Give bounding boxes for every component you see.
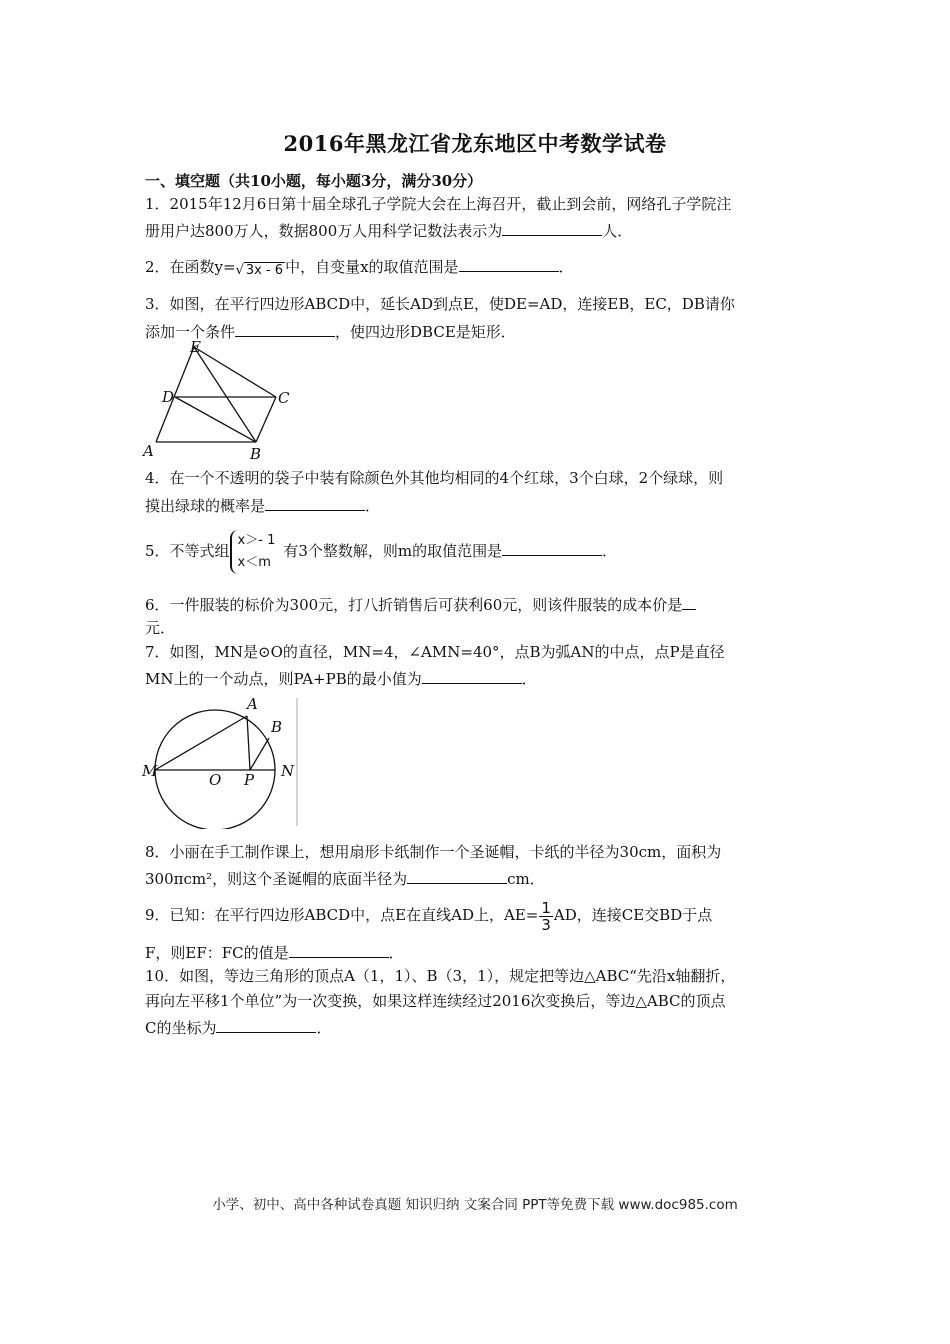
q9-line2 — [145, 941, 404, 963]
q4-end: ． — [365, 497, 381, 515]
page-title: 2016年黑龙江省龙东地区中考数学试卷 — [283, 131, 667, 156]
q6-line1 — [145, 593, 696, 615]
segment-AP — [247, 716, 250, 770]
q3-text: 添加一个条件 — [145, 323, 236, 341]
q10-line1: 10．如图，等边三角形的顶点A（1，1）、B（3，1），规定把等边△ABC“先沿x轴翻折， — [145, 967, 736, 985]
label-P: P — [244, 771, 255, 789]
q6-line2: 元． — [145, 619, 176, 637]
q10-line2: 再向左平移1个单位”为一次变换，如果这样连续经过2016次变换后，等边△ABC的顶点 — [145, 992, 726, 1010]
answer-blank — [422, 667, 522, 684]
q3-end: ，使四边形DBCE是矩形． — [335, 323, 516, 341]
answer-blank — [502, 539, 602, 556]
q2-end: ． — [558, 258, 574, 276]
q9-text: F，则EF：FC的值是 — [145, 944, 289, 962]
q5-suffix: 有3个整数解，则m的取值范围是 — [283, 542, 503, 560]
circle-figure — [140, 694, 305, 829]
fraction-numerator: 1 — [541, 898, 551, 917]
q1-line1: 1．2015年12月6日第十届全球孔子学院大会在上海召开，截止到会前，网络孔子学院注 — [145, 195, 732, 213]
label-N: N — [281, 762, 295, 780]
label-B: B — [271, 718, 283, 736]
segment-EB — [194, 347, 256, 442]
q1-text: 册用户达800万人，数据800万人用科学记数法表示为 — [145, 222, 503, 240]
q4-line2 — [145, 494, 380, 516]
q8-line1: 8．小丽在手工制作课上，想用扇形卡纸制作一个圣诞帽，卡纸的半径为30cm，面积为 — [145, 843, 722, 861]
label-C: C — [278, 389, 290, 407]
inequality-system — [230, 530, 282, 574]
q2-line — [145, 255, 574, 281]
answer-blank — [407, 867, 507, 884]
q9-suffix: AD，连接CE交BD于点 — [553, 906, 713, 924]
q1-line2 — [145, 219, 632, 241]
segment-DB — [175, 397, 256, 442]
q7-line2 — [145, 667, 537, 689]
q2-suffix: 中，自变量x的取值范围是 — [285, 258, 459, 276]
answer-blank — [265, 494, 365, 511]
label-B: B — [250, 445, 262, 463]
radicand: 3x - 6 — [245, 263, 284, 278]
q4-line1: 4．在一个不透明的袋子中装有除颜色外其他均相同的4个红球，3个白球，2个绿球，则 — [145, 469, 724, 487]
label-M: M — [142, 762, 158, 780]
q6-text: 6．一件服装的标价为300元，打八折销售后可获利60元，则该件服装的成本价是 — [145, 596, 683, 614]
q8-text: 300πcm²，则这个圣诞帽的底面半径为 — [145, 870, 408, 888]
segment-PB — [250, 738, 269, 770]
segment-BC — [256, 397, 276, 442]
q5-line — [145, 527, 617, 575]
segment-EC — [194, 347, 276, 397]
label-O: O — [209, 771, 222, 789]
q4-text: 摸出绿球的概率是 — [145, 497, 266, 515]
q7-text: MN上的一个动点，则PA+PB的最小值为 — [145, 670, 422, 688]
answer-blank — [289, 941, 389, 958]
parallelogram-figure — [140, 338, 300, 463]
label-A: A — [143, 442, 154, 460]
q9-prefix: 9．已知：在平行四边形ABCD中，点E在直线AD上，AE= — [145, 906, 539, 924]
q8-end: cm． — [507, 870, 545, 888]
q2-prefix: 2．在函数y= — [145, 258, 236, 276]
q10-text: C的坐标为 — [145, 1019, 217, 1037]
fraction-denominator: 3 — [541, 915, 551, 934]
q7-line1: 7．如图，MN是⊙O的直径，MN=4，∠AMN=40°，点B为弧AN的中点，点P是直径 — [145, 643, 725, 661]
label-D: D — [162, 388, 175, 406]
q1-end: 人． — [602, 222, 633, 240]
section-heading: 一、填空题（共10小题，每小题3分，满分30分） — [145, 172, 483, 190]
q10-line3 — [145, 1016, 332, 1038]
answer-blank — [235, 320, 335, 337]
segment-MA — [155, 716, 247, 770]
q7-end: ． — [521, 670, 537, 688]
answer-blank — [459, 255, 559, 272]
sqrt-expression: √ 3x - 6 — [235, 263, 284, 278]
inequality-1: x＞- 1 — [237, 533, 276, 548]
inequality-2: x＜m — [237, 555, 271, 570]
q3-line1: 3．如图，在平行四边形ABCD中，延长AD到点E，使DE=AD，连接EB，EC，DB请你 — [145, 295, 735, 313]
q8-line2 — [145, 867, 545, 889]
label-A: A — [247, 695, 258, 713]
q9-end: ． — [388, 944, 404, 962]
q5-prefix: 5．不等式组 — [145, 542, 230, 560]
answer-blank — [502, 219, 602, 236]
answer-blank — [216, 1016, 316, 1033]
q9-line1 — [145, 898, 712, 933]
fraction — [539, 900, 553, 933]
page-footer: 小学、初中、高中各种试卷真题 知识归纳 文案合同 PPT等免费下载 www.doc985.com — [212, 1197, 738, 1213]
label-E: E — [190, 338, 201, 356]
answer-blank — [682, 593, 696, 610]
q10-end: ． — [316, 1019, 332, 1037]
q5-end: ． — [602, 542, 618, 560]
